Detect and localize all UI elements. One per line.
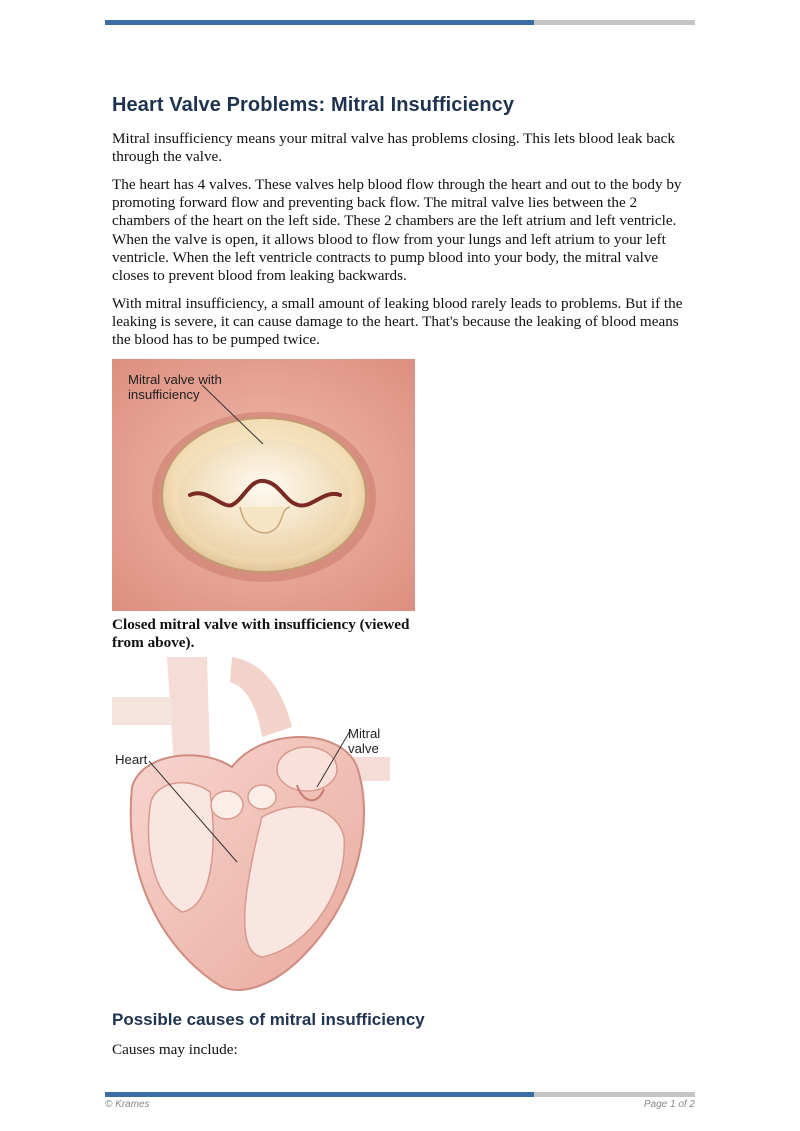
footer-bar-secondary	[534, 1092, 695, 1097]
footer-copyright: © Krames	[105, 1099, 150, 1110]
causes-intro: Causes may include:	[112, 1041, 238, 1058]
header-bar	[105, 20, 695, 25]
valve-label: Mitral valve with insufficiency	[128, 372, 222, 402]
heart-drawing	[112, 657, 390, 995]
page-title: Heart Valve Problems: Mitral Insufficiency	[112, 94, 515, 116]
header-bar-primary	[105, 20, 534, 25]
footer-bar-primary	[105, 1092, 534, 1097]
mitral-valve-label: Mitral valve	[348, 726, 381, 756]
footer-bar	[105, 1092, 695, 1097]
page-number: Page 1 of 2	[643, 1099, 695, 1110]
header-bar-secondary	[534, 20, 695, 25]
mitral-valve-illustration	[112, 359, 415, 611]
heart-illustration	[112, 657, 390, 995]
heart-label: Heart	[115, 752, 148, 767]
figure-caption: Closed mitral valve with insufficiency (viewed from above).	[112, 616, 410, 652]
section-heading: Possible causes of mitral insufficiency	[112, 1010, 425, 1029]
paragraph-valves: The heart has 4 valves. These valves help blood flow through the heart and out to the body by promoting forward flow and preventing back flow. The mitral valve lies between the 2 chambers of the heart on the left side. These 2 chambers are the left atrium and left ventricle. When the valve is open, it allows blood to flow from your lungs and left atrium to your left ventricle. When the left ventricle contracts to pump blood into your body, the mitral valve closes to prevent blood from leaking backwards.	[112, 176, 682, 285]
paragraph-leaking: With mitral insufficiency, a small amount of leaking blood rarely leads to problems. But if the leaking is severe, it can cause damage to the heart. That's because the leaking of blood means the blood has to be pumped twice.	[112, 295, 683, 349]
paragraph-intro: Mitral insufficiency means your mitral valve has problems closing. This lets blood leak back through the valve.	[112, 130, 675, 166]
